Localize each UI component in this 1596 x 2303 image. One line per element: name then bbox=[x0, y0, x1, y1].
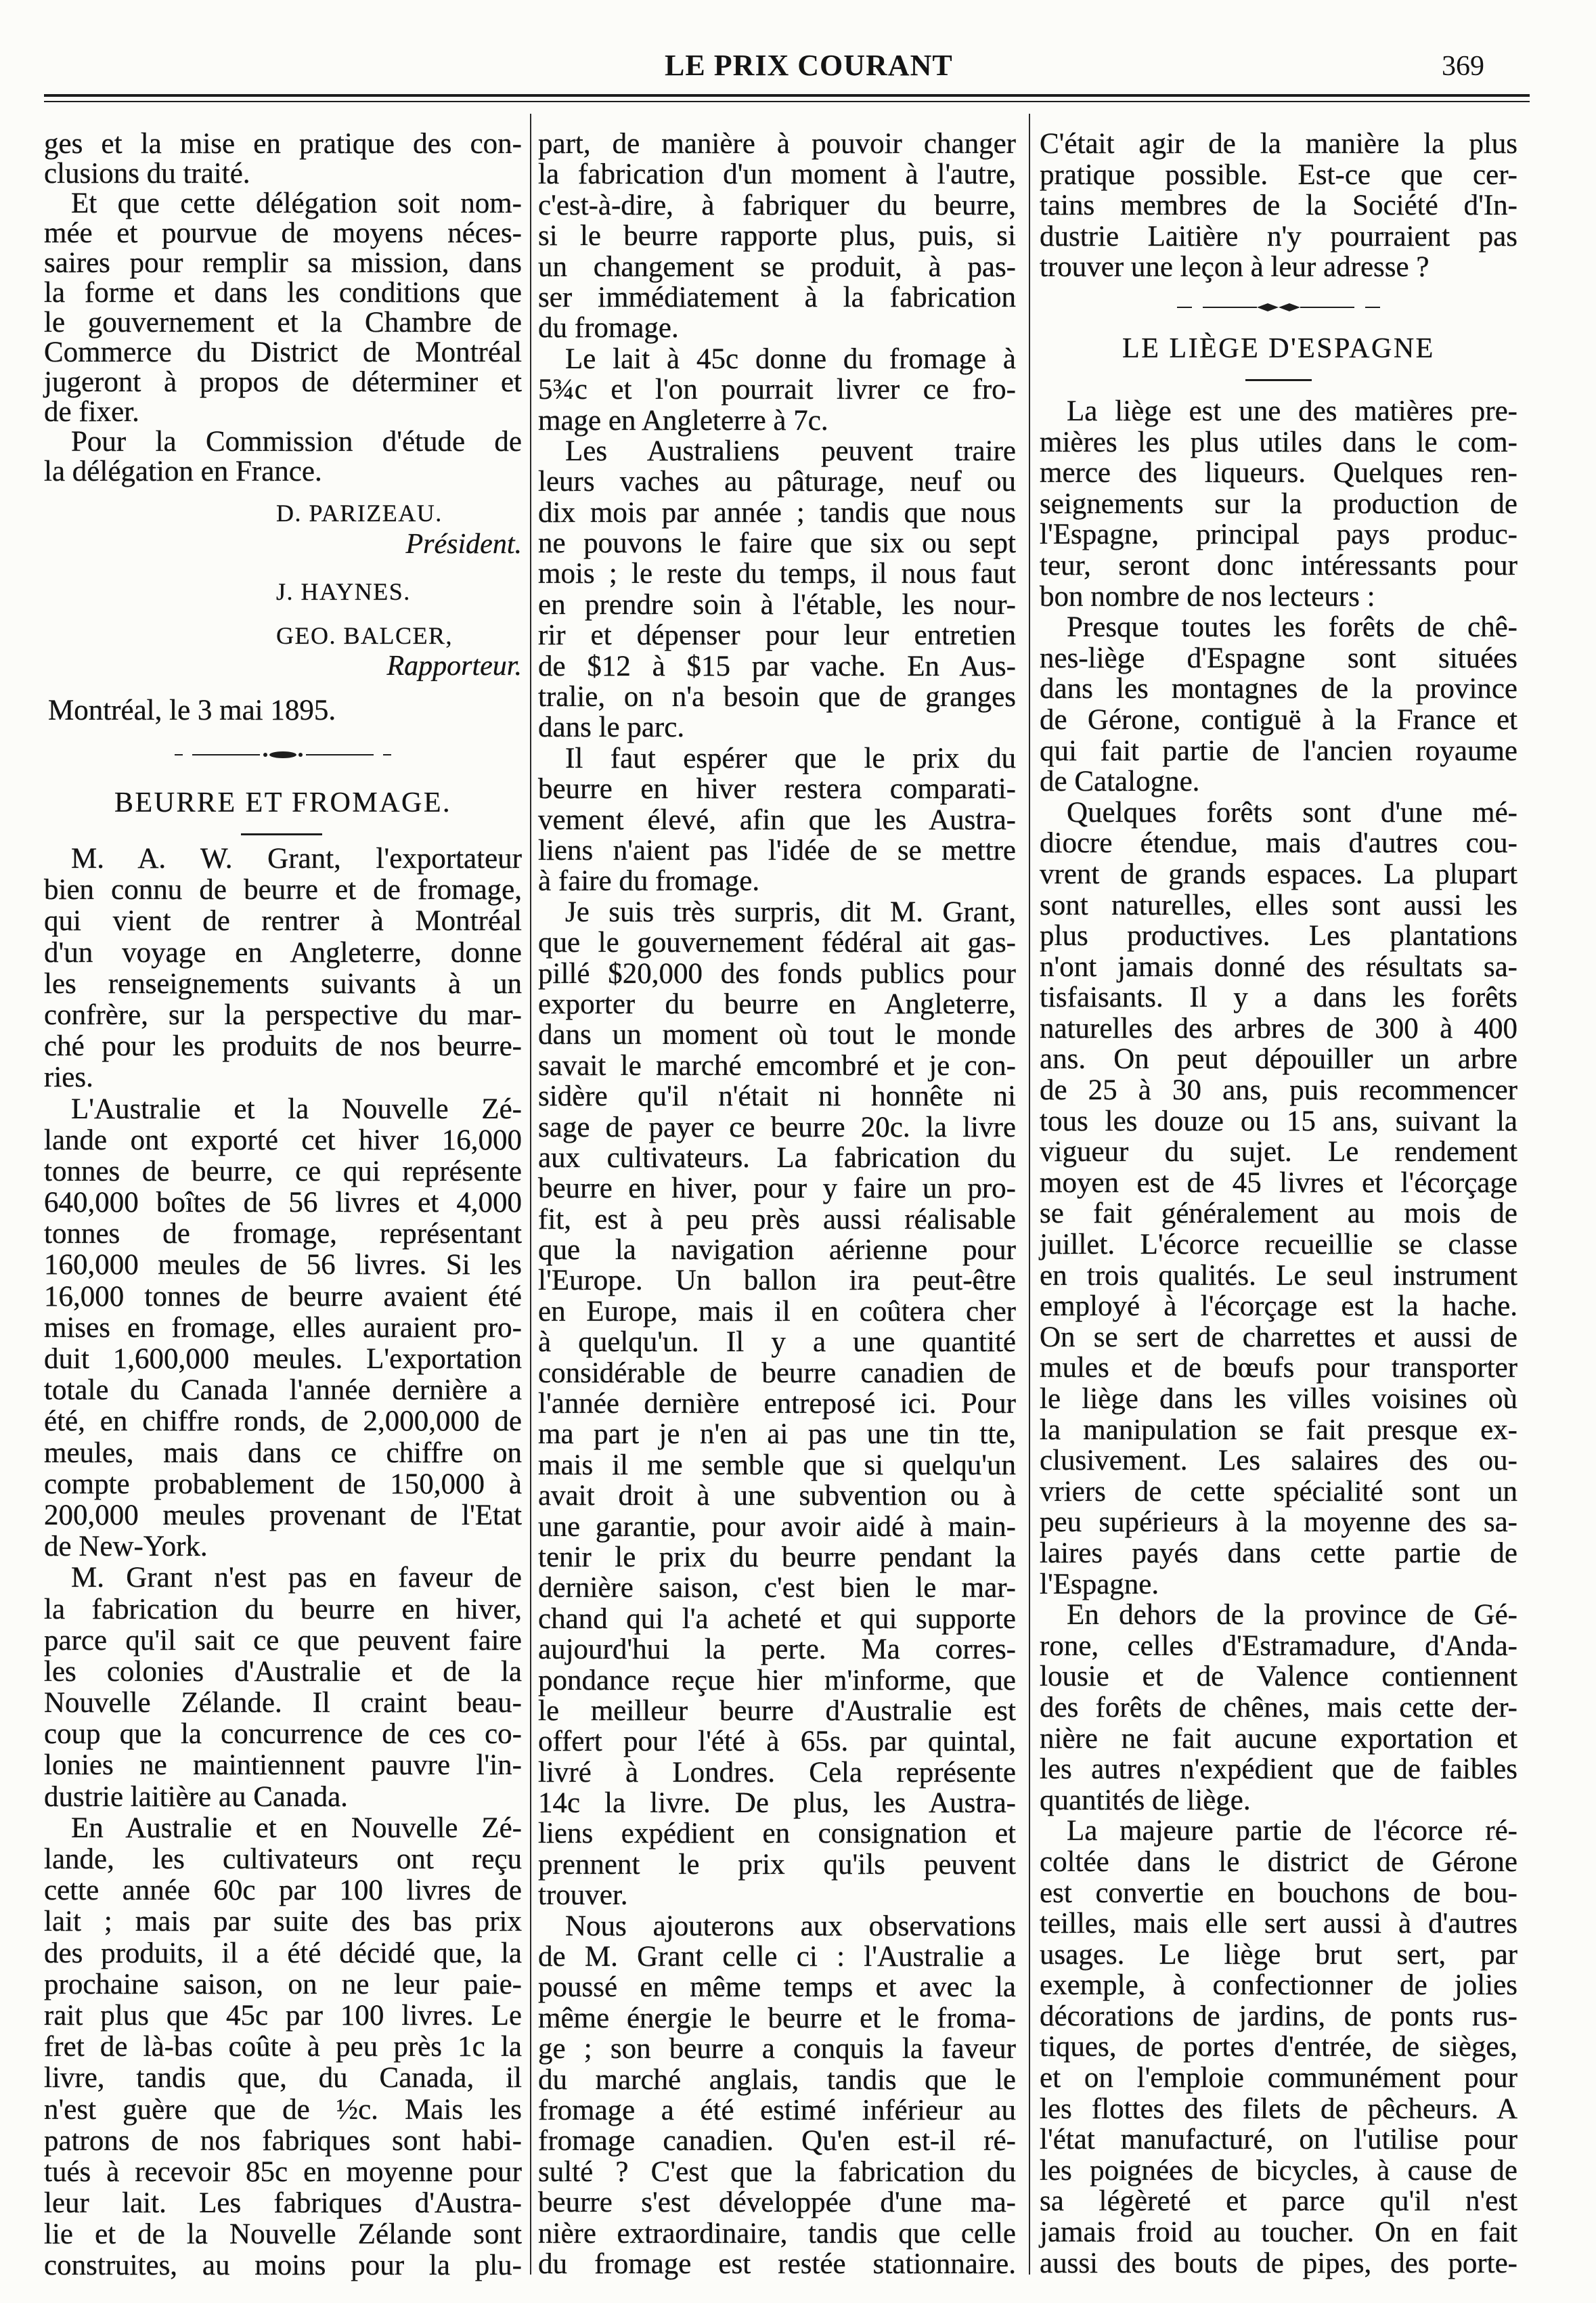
text-line: saires pour remplir sa mission, dans bbox=[44, 247, 522, 279]
text-line: lande ont exporté cet hiver 16,000 bbox=[44, 1124, 522, 1156]
text-line: en prendre soin à l'étable, les nour- bbox=[538, 588, 1016, 621]
text-line: les renseignements suivants à un bbox=[44, 967, 522, 1000]
text-line: merce des liqueurs. Quelques ren- bbox=[1040, 457, 1517, 489]
text-line: l'Espagne, principal pays produc- bbox=[1040, 519, 1517, 551]
heading-rule bbox=[1245, 379, 1312, 381]
paragraph bbox=[44, 843, 522, 1094]
text-line: du fromage. bbox=[538, 312, 679, 345]
text-line: meules, mais dans ce chiffre on bbox=[44, 1436, 522, 1469]
text-line: lonies ne maintiennent pauvre l'in- bbox=[44, 1749, 522, 1782]
text-line: trouver. bbox=[538, 1879, 628, 1912]
text-line: En dehors de la province de Gé- bbox=[1067, 1599, 1517, 1631]
header-rule-thin bbox=[44, 101, 1530, 102]
text-line: exemple, à confectionner de jolies bbox=[1040, 1969, 1517, 2002]
paragraph bbox=[1040, 612, 1517, 797]
section-divider-ornament bbox=[175, 747, 391, 763]
text-line: M. A. W. Grant, l'exportateur bbox=[71, 843, 522, 875]
paragraph bbox=[1040, 1816, 1517, 2279]
column-rule bbox=[1029, 114, 1030, 2275]
text-line: moyen est de 45 livres et l'écorçage bbox=[1040, 1166, 1517, 1199]
text-line: Le lait à 45c donne du fromage à bbox=[565, 343, 1016, 375]
text-line: confrère, sur la perspective du mar- bbox=[44, 999, 522, 1031]
article-title: BEURRE ET FROMAGE. bbox=[114, 787, 452, 818]
text-line: lousie et de Valence contiennent bbox=[1040, 1661, 1517, 1693]
text-line: pondance reçue hier m'informe, que bbox=[538, 1664, 1016, 1696]
paragraph bbox=[538, 129, 1016, 344]
text-line: part, de manière à pouvoir changer bbox=[538, 128, 1016, 160]
column-3-continued-text bbox=[1040, 129, 1517, 283]
paragraph bbox=[44, 1813, 522, 2282]
text-line: Les Australiens peuvent traire bbox=[565, 435, 1016, 467]
text-line: rone, celles d'Estramadure, d'Anda- bbox=[1040, 1629, 1517, 1662]
text-line: vement élevé, afin que les Austra- bbox=[538, 804, 1016, 836]
paragraph bbox=[1040, 129, 1517, 283]
text-line: de $12 à $15 par vache. En Aus- bbox=[538, 650, 1016, 682]
paragraph bbox=[1040, 396, 1517, 612]
signature-name: D. PARIZEAU. bbox=[276, 500, 443, 527]
text-line: sulté ? C'est que la fabrication du bbox=[538, 2155, 1016, 2188]
text-line: de Gérone, contiguë à la France et bbox=[1040, 703, 1517, 736]
text-line: prochaine saison, on ne leur paie- bbox=[44, 1968, 522, 2000]
text-line: bien connu de beurre et de fromage, bbox=[44, 874, 522, 906]
text-line: nes-liège d'Espagne sont situées bbox=[1040, 642, 1517, 674]
text-line: mules et de bœufs pour transporter bbox=[1040, 1352, 1517, 1384]
page-number: 369 bbox=[1442, 51, 1484, 82]
text-line: duit 1,600,000 meules. L'exportation bbox=[44, 1343, 522, 1375]
text-line: totale du Canada l'année dernière a bbox=[44, 1374, 522, 1407]
text-line: liens expédient en consignation et bbox=[538, 1818, 1016, 1850]
text-line: n'est guère que de ½c. Mais les bbox=[44, 2093, 522, 2126]
text-line: quantités de liège. bbox=[1040, 1784, 1251, 1816]
text-line: pillé $20,000 des fonds publics pour bbox=[538, 957, 1016, 990]
text-line: livré à Londres. Cela représente bbox=[538, 1756, 1016, 1789]
text-line: de 25 à 30 ans, puis recommencer bbox=[1040, 1074, 1517, 1107]
text-line: leur lait. Les fabriques d'Austra- bbox=[44, 2187, 522, 2220]
text-line: à faire du fromage. bbox=[538, 865, 760, 898]
text-line: l'Europe. Un ballon ira peut-être bbox=[538, 1265, 1016, 1297]
paragraph bbox=[1040, 1600, 1517, 1816]
text-line: mois ; le reste du temps, il nous faut bbox=[538, 558, 1016, 590]
text-line: Il faut espérer que le prix du bbox=[565, 742, 1016, 774]
text-line: lande, les cultivateurs ont reçu bbox=[44, 1843, 522, 1875]
text-line: 160,000 meules de 56 livres. Si les bbox=[44, 1249, 522, 1281]
text-line: tonnes de fromage, représentant bbox=[44, 1218, 522, 1250]
text-line: du fromage est restée stationnaire. bbox=[538, 2247, 1016, 2280]
text-line: fit, est à peu près aussi réalisable bbox=[538, 1203, 1016, 1235]
text-line: dans le parc. bbox=[538, 711, 685, 744]
paragraph bbox=[44, 1562, 522, 1813]
text-line: tués à recevoir 85c en moyenne pour bbox=[44, 2155, 522, 2188]
text-line: ser immédiatement à la fabrication bbox=[538, 281, 1016, 313]
paragraph bbox=[44, 189, 522, 427]
text-line: Pour la Commission d'étude de bbox=[71, 426, 522, 458]
paragraph bbox=[44, 427, 522, 487]
column-2-text bbox=[538, 129, 1016, 2279]
text-line: la forme et dans les conditions que bbox=[44, 277, 522, 309]
text-line: Commerce du District de Montréal bbox=[44, 336, 522, 368]
paragraph bbox=[538, 344, 1016, 436]
text-line: avait droit à une subvention ou à bbox=[538, 1480, 1016, 1512]
text-line: Presque toutes les forêts de chê- bbox=[1067, 611, 1517, 644]
text-line: tiques, de portes d'entrée, de sièges, bbox=[1040, 2031, 1517, 2063]
text-line: que la navigation aérienne pour bbox=[538, 1234, 1016, 1267]
text-line: l'état manufacturé, on l'utilise pour bbox=[1040, 2124, 1517, 2156]
text-line: une garantie, pour avoir aidé à main- bbox=[538, 1510, 1016, 1543]
text-line: tonnes de beurre, ce qui représente bbox=[44, 1155, 522, 1187]
text-line: clusions du traité. bbox=[44, 158, 250, 190]
text-line: tains membres de la Société d'In- bbox=[1040, 190, 1517, 222]
text-line: dernière saison, c'est bien le mar- bbox=[538, 1572, 1016, 1604]
paragraph bbox=[538, 1911, 1016, 2280]
text-line: sage de payer ce beurre 20c. la livre bbox=[538, 1111, 1016, 1143]
signature-name: J. HAYNES. bbox=[276, 578, 411, 605]
signature-name: GEO. BALCER, bbox=[276, 622, 453, 649]
text-line: sidère qu'il n'était ni honnête ni bbox=[538, 1080, 1016, 1113]
text-line: cette année 60c par 100 livres de bbox=[44, 1874, 522, 1907]
text-line: dix mois par année ; tandis que nous bbox=[538, 496, 1016, 529]
text-line: c'est-à-dire, à fabriquer du beurre, bbox=[538, 189, 1016, 221]
text-line: des forêts de chênes, mais cette der- bbox=[1040, 1691, 1517, 1724]
text-line: les poignées de bicycles, à cause de bbox=[1040, 2154, 1517, 2187]
text-line: lait ; mais par suite des bas prix bbox=[44, 1906, 522, 1938]
text-line: les colonies d'Australie et de la bbox=[44, 1655, 522, 1688]
text-line: mises en fromage, elles auraient pro- bbox=[44, 1311, 522, 1344]
heading-rule bbox=[241, 833, 322, 835]
text-line: chand qui l'a acheté et qui supporte bbox=[538, 1602, 1016, 1635]
text-line: rir et dépenser pour leur entretien bbox=[538, 619, 1016, 652]
text-line: les autres n'expédient que de faibles bbox=[1040, 1753, 1517, 1786]
text-line: d'un voyage en Angleterre, donne bbox=[44, 936, 522, 969]
text-line: aujourd'hui la perte. Ma corres- bbox=[538, 1633, 1016, 1666]
text-line: livre, tandis que, du Canada, il bbox=[44, 2062, 522, 2094]
article-title: LE LIÈGE D'ESPAGNE bbox=[1122, 333, 1435, 364]
text-line: à quelqu'un. Il y a une quantité bbox=[538, 1326, 1016, 1359]
text-line: employé à l'écorçage est la hache. bbox=[1040, 1290, 1517, 1323]
text-line: jugeront à propos de déterminer et bbox=[44, 366, 522, 398]
paragraph bbox=[538, 897, 1016, 1911]
text-line: du marché anglais, tandis que le bbox=[538, 2063, 1016, 2096]
text-line: l'année dernière entreposé ici. Pour bbox=[538, 1388, 1016, 1420]
text-line: l'Espagne. bbox=[1040, 1568, 1159, 1600]
column-rule bbox=[530, 114, 531, 2275]
text-line: En Australie et en Nouvelle Zé- bbox=[71, 1812, 522, 1844]
text-line: dustrie laitière au Canada. bbox=[44, 1780, 348, 1813]
section-divider-ornament bbox=[1177, 299, 1380, 315]
text-line: compte probablement de 150,000 à bbox=[44, 1468, 522, 1500]
text-line: Je suis très surpris, dit M. Grant, bbox=[565, 896, 1016, 928]
text-line: rait plus que 45c par 100 livres. Le bbox=[44, 1999, 522, 2032]
text-line: Et que cette délégation soit nom- bbox=[71, 188, 522, 219]
text-line: les flottes des filets de pêcheurs. A bbox=[1040, 2092, 1517, 2125]
text-line: 200,000 meules provenant de l'Etat bbox=[44, 1499, 522, 1531]
dateline: Montréal, le 3 mai 1895. bbox=[48, 695, 336, 726]
text-line: naturelles des arbres de 300 à 400 bbox=[1040, 1012, 1517, 1045]
text-line: la délégation en France. bbox=[44, 456, 322, 487]
text-line: aussi des bouts de pipes, des porte- bbox=[1040, 2247, 1517, 2279]
text-line: en trois qualités. Le seul instrument bbox=[1040, 1259, 1517, 1292]
text-line: leurs vaches au pâturage, neuf ou bbox=[538, 466, 1016, 498]
text-line: considérable de beurre canadien de bbox=[538, 1357, 1016, 1389]
text-line: diocre étendue, mais d'autres cou- bbox=[1040, 827, 1517, 860]
text-line: ma part je n'en ai pas une tin tte, bbox=[538, 1418, 1016, 1451]
text-line: ries. bbox=[44, 1061, 93, 1094]
text-line: pratique possible. Est-ce que cer- bbox=[1040, 158, 1517, 191]
paragraph bbox=[538, 436, 1016, 743]
text-line: La liège est une des matières pre- bbox=[1067, 395, 1517, 427]
text-line: mais il me semble que si quelqu'un bbox=[538, 1449, 1016, 1481]
text-line: est convertie en bouchons de bou- bbox=[1040, 1877, 1517, 1909]
text-line: ge ; son beurre a conquis la faveur bbox=[538, 2033, 1016, 2065]
text-line: la fabrication d'un moment à l'autre, bbox=[538, 158, 1016, 191]
text-line: ans. On peut dépouiller un arbre bbox=[1040, 1043, 1517, 1076]
text-line: tous les douze ou 15 ans, suivant la bbox=[1040, 1105, 1517, 1137]
text-line: beurre en hiver, pour y faire un pro- bbox=[538, 1172, 1016, 1205]
text-line: en Europe, mais il en coûtera cher bbox=[538, 1295, 1016, 1328]
text-line: vrent de grands espaces. La plupart bbox=[1040, 858, 1517, 890]
text-line: se fait généralement au mois de bbox=[1040, 1198, 1517, 1230]
text-line: L'Australie et la Nouvelle Zé- bbox=[71, 1093, 522, 1125]
text-line: 5¾c et l'on pourrait livrer ce fro- bbox=[538, 374, 1016, 406]
text-line: n'ont jamais donné des résultats sa- bbox=[1040, 950, 1517, 983]
text-line: la manipulation se fait presque ex- bbox=[1040, 1413, 1517, 1446]
column-1-continued-text bbox=[44, 129, 522, 487]
text-line: fromage canadien. Qu'en est-il ré- bbox=[538, 2125, 1016, 2157]
text-line: même énergie le beurre et le froma- bbox=[538, 2002, 1016, 2034]
signature-title: Rapporteur. bbox=[386, 651, 522, 682]
text-line: mières les plus utiles dans le com- bbox=[1040, 426, 1517, 458]
text-line: dans les montagnes de la province bbox=[1040, 673, 1517, 705]
text-line: construites, au moins pour la plu- bbox=[44, 2250, 522, 2282]
text-line: de Catalogne. bbox=[1040, 766, 1200, 798]
text-line: de New-York. bbox=[44, 1531, 208, 1563]
text-line: décorations de jardins, de ponts rus- bbox=[1040, 2000, 1517, 2032]
text-line: plus productives. Les plantations bbox=[1040, 920, 1517, 952]
text-line: qui vient de rentrer à Montréal bbox=[44, 905, 522, 938]
text-line: mée et pourvue de moyens néces- bbox=[44, 217, 522, 249]
text-line: sa légèreté et parce qu'il n'est bbox=[1040, 2185, 1517, 2218]
text-line: si le beurre rapporte plus, puis, si bbox=[538, 220, 1016, 253]
text-line: tralie, on n'a besoin que de granges bbox=[538, 681, 1016, 714]
text-line: parce qu'il sait ce que peuvent faire bbox=[44, 1624, 522, 1657]
text-line: nière extraordinaire, tandis que celle bbox=[538, 2217, 1016, 2250]
paragraph bbox=[538, 743, 1016, 897]
text-line: clusivement. Les salaires des ou- bbox=[1040, 1445, 1517, 1477]
text-line: beurre en hiver restera comparati- bbox=[538, 773, 1016, 806]
text-line: poussé en même temps et avec la bbox=[538, 1971, 1016, 2004]
text-line: peu supérieurs à la moyenne des sa- bbox=[1040, 1506, 1517, 1539]
text-line: des produits, il a été décidé que, la bbox=[44, 1937, 522, 1969]
text-line: prennent le prix qu'ils peuvent bbox=[538, 1848, 1016, 1881]
text-line: dans un moment où tout le monde bbox=[538, 1019, 1016, 1051]
text-line: teur, seront donc intéressants pour bbox=[1040, 549, 1517, 582]
text-line: 640,000 boîtes de 56 livres et 4,000 bbox=[44, 1187, 522, 1219]
text-line: tisfaisants. Il y a dans les forêts bbox=[1040, 982, 1517, 1014]
text-line: de M. Grant celle ci : l'Australie a bbox=[538, 1941, 1016, 1973]
text-line: la fabrication du beurre en hiver, bbox=[44, 1593, 522, 1625]
text-line: ne pouvons le faire que six ou sept bbox=[538, 527, 1016, 560]
text-line: M. Grant n'est pas en faveur de bbox=[71, 1562, 522, 1594]
text-line: ché pour les produits de nos beurre- bbox=[44, 1030, 522, 1063]
text-line: sont naturelles, elles sont aussi les bbox=[1040, 889, 1517, 921]
text-line: aux cultivateurs. La fabrication du bbox=[538, 1141, 1016, 1174]
column-3-article-text bbox=[1040, 396, 1517, 2279]
text-line: C'était agir de la manière la plus bbox=[1040, 128, 1517, 160]
text-line: nière ne fait aucune exportation et bbox=[1040, 1722, 1517, 1755]
paragraph bbox=[44, 1094, 522, 1563]
text-line: tenir le prix du beurre pendant la bbox=[538, 1541, 1016, 1573]
signature-title: Président. bbox=[405, 529, 522, 560]
text-line: 16,000 tonnes de beurre avaient été bbox=[44, 1280, 522, 1313]
page-header-title: LE PRIX COURANT bbox=[665, 49, 953, 82]
header-rule-thick bbox=[44, 94, 1530, 97]
text-line: ges et la mise en pratique des con- bbox=[44, 128, 522, 160]
text-line: Quelques forêts sont d'une mé- bbox=[1067, 796, 1517, 829]
text-line: vigueur du sujet. Le rendement bbox=[1040, 1136, 1517, 1168]
text-line: de fixer. bbox=[44, 396, 139, 428]
text-line: On se sert de charrettes et aussi de bbox=[1040, 1321, 1517, 1353]
text-line: Nouvelle Zélande. Il craint beau- bbox=[44, 1687, 522, 1719]
text-line: le liège dans les villes voisines où bbox=[1040, 1383, 1517, 1415]
text-line: coltée dans le district de Gérone bbox=[1040, 1845, 1517, 1878]
text-line: mage en Angleterre à 7c. bbox=[538, 404, 828, 437]
text-line: exporter du beurre en Angleterre, bbox=[538, 988, 1016, 1020]
text-line: seignements sur la production de bbox=[1040, 487, 1517, 520]
text-line: été, en chiffre ronds, de 2,000,000 de bbox=[44, 1405, 522, 1438]
text-line: lie et de la Nouvelle Zélande sont bbox=[44, 2218, 522, 2251]
text-line: La majeure partie de l'écorce ré- bbox=[1067, 1815, 1517, 1847]
text-line: trouver une leçon à leur adresse ? bbox=[1040, 251, 1429, 284]
text-line: liens n'aient pas l'idée de se mettre bbox=[538, 834, 1016, 867]
text-line: le meilleur beurre d'Australie est bbox=[538, 1694, 1016, 1727]
text-line: que le gouvernement fédéral ait gas- bbox=[538, 927, 1016, 959]
text-line: qui fait partie de l'ancien royaume bbox=[1040, 734, 1517, 767]
text-line: fromage a été estimé inférieur au bbox=[538, 2094, 1016, 2126]
text-line: coup que la concurrence de ces co- bbox=[44, 1718, 522, 1751]
text-line: vriers de cette spécialité sont un bbox=[1040, 1475, 1517, 1508]
text-line: jamais froid au toucher. On en fait bbox=[1040, 2216, 1517, 2249]
text-line: laires payés dans cette partie de bbox=[1040, 1537, 1517, 1569]
text-line: dustrie Laitière n'y pourraient pas bbox=[1040, 220, 1517, 253]
text-line: offert pour l'été à 65s. par quintal, bbox=[538, 1726, 1016, 1758]
paragraph bbox=[44, 129, 522, 189]
text-line: patrons de nos fabriques sont habi- bbox=[44, 2124, 522, 2157]
text-line: fret de là-bas coûte à peu près 1c la bbox=[44, 2031, 522, 2063]
text-line: bon nombre de nos lecteurs : bbox=[1040, 580, 1375, 613]
text-line: et on l'emploie communément pour bbox=[1040, 2062, 1517, 2094]
text-line: juillet. L'écorce recueillie se classe bbox=[1040, 1229, 1517, 1261]
text-line: 14c la livre. De plus, les Austra- bbox=[538, 1787, 1016, 1820]
text-line: un changement se produit, à pas- bbox=[538, 250, 1016, 283]
text-line: teilles, mais elle sert aussi à d'autres bbox=[1040, 1908, 1517, 1940]
text-line: savait le marché emcombré et je con- bbox=[538, 1049, 1016, 1082]
text-line: usages. Le liège brut sert, par bbox=[1040, 1938, 1517, 1971]
text-line: le gouvernement et la Chambre de bbox=[44, 307, 522, 338]
text-line: beurre s'est développée d'une ma- bbox=[538, 2187, 1016, 2219]
text-line: Nous ajouterons aux observations bbox=[565, 1910, 1016, 1942]
paragraph bbox=[1040, 797, 1517, 1600]
column-1-article-text bbox=[44, 843, 522, 2282]
